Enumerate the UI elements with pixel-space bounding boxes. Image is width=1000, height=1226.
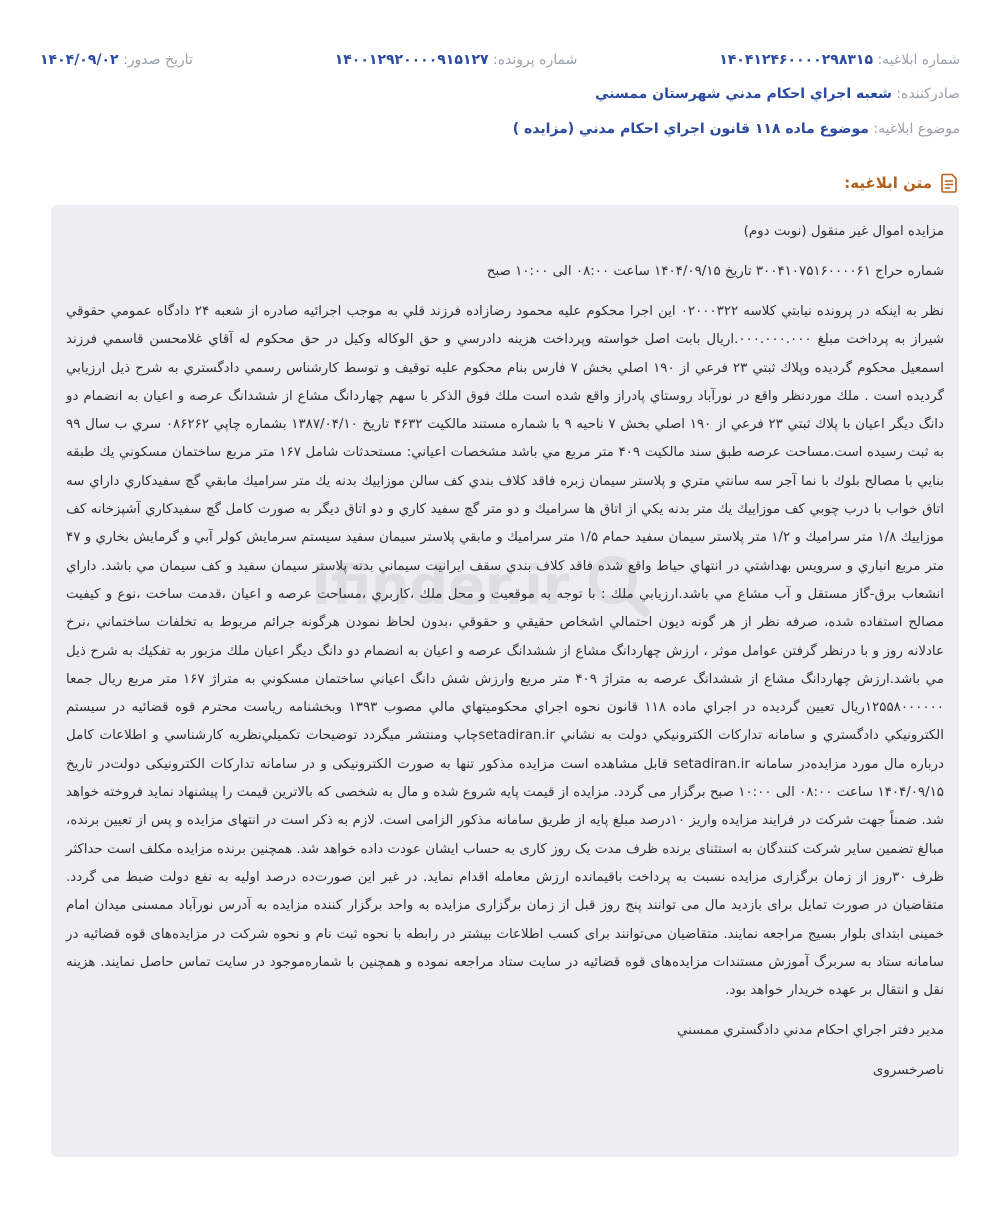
notice-heading: مزايده اموال غير منقول (نوبت دوم) [743,224,944,239]
notice-number-label: شماره ابلاغيه: [877,52,960,68]
signatory-name: ناصرخسروی [872,1063,944,1079]
signatory-title: مدير دفتر اجراي احكام مدني دادگستري ممسني [676,1023,944,1039]
notice-body: نظر به اينكه در پرونده نيابتي كلاسه ۰۲۰۰۰۳۲۲ اين اجرا محكوم عليه محمود رضازاده فرزند قلي به موجب اجرائيه صادره از شعبه ۲۴ دادگاه عمومي حقوقي شيراز به پرداخت مبلغ ۰۰۰.۰۰۰.۰۰۰.اريال بابت اصل خواسته وپرداخت هزينه دادرسي و حق الوكاله وكيل در حق محكوم له آقاي غلامحسن قاسمي فرزند اسمعيل محكوم گرديده وپلاك ثبتي ۲۳ فرعي از ۱۹۰ اصلي بخش ۷ فارس بنام محكوم عليه توقيف و توسط كارشناس رسمي دادگستري به شرح ذيل ارزيابي گرديده است . ملك موردنظر واقع در نورآباد روستاي پادراز واقع شده است ملك فوق الذكر با سهم چهاردانگ مشاع از ششدانگ عرصه و اعيان به انضمام دو دانگ ديگر اعيان با پلاك ثبتي ۲۳ فرعي از ۱۹۰ اصلي بخش ۷ ناحيه ۹ با شماره مستند مالكيت ۴۶۳۲ تاريخ ۱۳۸۷/۰۴/۱۰ بشماره چاپي ۰۸۶۲۶۲ سري ب سال ۹۹ به ثبت رسيده است.مساحت عرصه طبق سند مالكيت ۴۰۹ متر مربع مي باشد مشخصات اعياني: مستحدثات شامل ۱۶۷ متر مربع ساختمان مسكوني يك طبقه بنايي با مصالح بلوك با نما آجر سه سانتي متري و پلاستر سيمان زبره فاقد كلاف بندي كف سالن موزاييك بدنه يك متر سراميك مابقي گچ سفيدكاري داراي سه اتاق خواب با درب چوبي كف موزاييك يك متر بدنه يكي از اتاق ها سراميك و دو متر گچ سفيد كاري و دو اتاق ديگر به صورت كامل گچ سفيدكاري آشپزخانه كف موزاييك ۱/۸ متر سراميك و ۱/۲ متر پلاستر سيمان سفيد حمام ۱/۵ متر سراميك و مابقي پلاستر سيمان سفيد سيستم سرمايش كولر آبي و گرمايش بخاري و ۴۷ متر مربع انباري و سرويس بهداشتي در انتهاي حياط واقع شده فاقد كلاف بندي سقف ايرانيت سيماني بدنه پلاستر سيمان سفيد و كف سيمان مي باشد. داراي انشعاب برق-گاز مستقل و آب مشاع مي باشد.ارزيابي ملك : با توجه به موقعيت و محل ملك ،كاربري ،مساحت عرصه و اعيان ،قدمت ساخت ،نوع و كيفيت مصالح استفاده شده، صرفه نظر از هر گونه ديون احتمالي اشخاص حقيقي و حقوقي ،بدون لحاظ نمودن هرگونه جرائم مربوط به تخلفات ساختماني ،نرخ عادلانه روز و با درنظر گرفتن عوامل موثر ، ارزش چهاردانگ مشاع از ششدانگ عرصه و اعيان به انضمام دو دانگ ديگر اعيان ملك مزبور به تفكيك به شرح ذيل مي باشد.ارزش چهاردانگ مشاع از ششدانگ عرصه به متراژ ۴۰۹ متر مربع وارزش شش دانگ اعياني ساختمان مسكوني به متراژ ۱۶۷ متر مربع ريال جمعا ۱۲۵۵۸۰۰۰۰۰۰ريال تعيين گرديده در اجراي ماده ۱۱۸ قانون نحوه اجراي محكوميتهاي مالي مصوب ۱۳۹۳ وبخشنامه رياست محترم قوه قضائيه در سيستم الكترونيكي دادگستري و سامانه تداركات الكترونيكي دولت به نشاني setadiran.irچاپ ومنتشر ميگردد توضيحات تكميلي‌نظريه كارشناسي و اطلاعات كامل درباره مال مورد مزايده‌در سامانه setadiran.ir قابل مشاهده است مزایده مذکور تنها به صورت الکترونیکی و در سامانه تدارکات الکترونیکی دولت‌در تاریخ ۱۴۰۴/۰۹/۱۵ ساعت ۰۸:۰۰ الی ۱۰:۰۰ صبح برگزار می گردد. مزایده از قیمت پایه شروع شده و مال به شخصی که بالاترین قیمت را پیشنهاد نماید فروخته خواهد شد. ضمناً جهت شرکت در فرایند مزایده واریز ۱۰درصد مبلغ پایه از طریق سامانه مذکور الزامی است. لازم به ذکر است در انتهای مزایده و پس از تعیین برنده، مبالغ تضمین سایر شرکت کنندگان به استثنای برنده ظرف مدت یک روز کاری به حساب ایشان عودت داده خواهد شد. همچنین برنده مزایده مکلف است حداکثر ظرف ۳۰روز از زمان برگزاری مزایده نسبت به پرداخت باقیمانده ارزش معامله اقدام نماید. در غیر این صورت‌ده درصد اولیه به نفع دولت ضبط می گردد. متقاضیان در صورت تمایل برای بازدید مال می توانند پنج روز قبل از زمان برگزاری مزایده به واحد برگزار کننده مزایده به آدرس نورآباد ممسنی میدان امام خمینی ابتدای بلوار بسیج مراجعه نمایند. متقاضیان می‌توانند برای کسب اطلاعات بیشتر در رابطه با نحوه ثبت نام و نحوه شرکت در مزایده‌های قوه قضائیه در سامانه ستاد به سربرگ آموزش مستندات مزایده‌های قوه قضائیه در سایت ستاد مراجعه نموده و همچنین با شماره‌موجود در سایت تماس حاصل نمایند. هزینه نقل و انتقال بر عهده خریدار خواهد بود. [66,304,945,999]
watermark-text: Ifinder.ir [311,553,570,617]
case-number-value: ۱۴۰۰۱۲۹۲۰۰۰۰۹۱۵۱۲۷ [334,52,489,68]
notice-number [719,52,960,68]
notice-text-heading [844,170,960,196]
subject-line [40,121,960,137]
auction-number-line: شماره حراج ۳۰۰۴۱۰۷۵۱۶۰۰۰۰۶۱ تاريخ ۱۴۰۴/۰۹/۱۵ ساعت ۰۸:۰۰ الی ۱۰:۰۰ صبح [486,264,944,279]
subject-label: موضوع ابلاغيه: [873,121,960,137]
issuer-value: شعبه اجراي احكام مدني شهرستان ممسني [595,86,892,102]
notice-content-box [51,205,959,1157]
notice-meta-row [40,46,960,74]
case-number [335,52,578,68]
issue-date-value: ۱۴۰۴/۰۹/۰۲ [40,52,119,68]
case-number-label: شماره پرونده: [492,52,578,68]
issue-date [40,52,193,68]
notice-number-value: ۱۴۰۴۱۲۴۶۰۰۰۰۲۹۸۳۱۵ [719,52,873,68]
issuer-label: صادرکننده: [896,86,960,102]
subject-value: موضوع ماده ۱۱۸ قانون اجراي احكام مدني (مزايده ) [512,121,869,137]
notice-text-heading-label: متن ابلاغيه: [844,174,932,192]
document-text-icon [938,172,960,194]
issue-date-label: تاريخ صدور: [123,52,193,68]
issuer-line [40,86,960,102]
